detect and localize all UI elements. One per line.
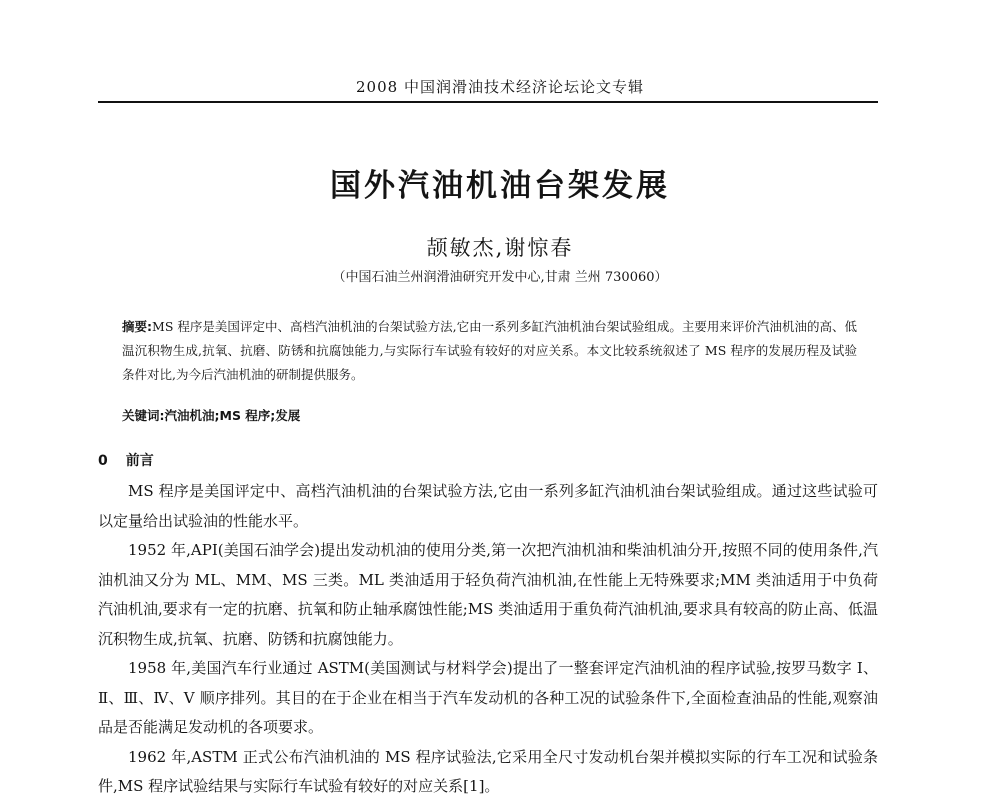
paragraph: 1958 年,美国汽车行业通过 ASTM(美国测试与材料学会)提出了一整套评定汽油机油的程序试验,按罗马数字 Ⅰ、Ⅱ、Ⅲ、Ⅳ、Ⅴ 顺序排列。其目的在于企业在相当于汽车发动机的各种工况的试验条件下,全面检查油品的性能,观察油品是否能满足发动机的各项要求。	[98, 659, 878, 736]
section-number: 0	[98, 453, 108, 469]
paragraph: MS 程序是美国评定中、高档汽油机油的台架试验方法,它由一系列多缸汽油机油台架试验组成。通过这些试验可以定量给出试验油的性能水平。	[98, 482, 878, 530]
paragraph: 1952 年,API(美国石油学会)提出发动机油的使用分类,第一次把汽油机油和柴油机油分开,按照不同的使用条件,汽油机油又分为 ML、MM、MS 三类。ML 类油适用于轻负荷汽油机油,在性能上无特殊要求;MM 类油适用于中负荷汽油机油,要求有一定的抗磨、抗氧和防止轴承腐蚀性能;MS 类油适用于重负荷汽油机油,要求具有较高的防止高、低温沉积物生成,抗氧、抗磨、防锈和抗腐蚀能力。	[98, 541, 878, 648]
abstract-text: MS 程序是美国评定中、高档汽油机油的台架试验方法,它由一系列多缸汽油机油台架试验组成。主要用来评价汽油机油的高、低温沉积物生成,抗氧、抗磨、防锈和抗腐蚀能力,与实际行车试验有较好的对应关系。本文比较系统叙述了 MS 程序的发展历程及试验条件对比,为今后汽油机油的研制提供服务。	[122, 319, 858, 382]
abstract-label: 摘要:	[122, 319, 153, 334]
keywords	[122, 406, 857, 424]
header-rule	[98, 101, 878, 103]
section-title: 前言	[125, 453, 154, 469]
keywords-text: 汽油机油;MS 程序;发展	[164, 408, 301, 423]
abstract	[122, 315, 857, 387]
section-heading	[98, 450, 154, 470]
paragraph: 1962 年,ASTM 正式公布汽油机油的 MS 程序试验法,它采用全尺寸发动机台架并模拟实际的行车工况和试验条件,MS 程序试验结果与实际行车试验有较好的对应关系[1]。	[98, 747, 878, 795]
running-header: 2008 中国润滑油技术经济论坛论文专辑	[356, 78, 644, 96]
body-text	[98, 477, 878, 802]
paper-title: 国外汽油机油台架发展	[330, 168, 670, 204]
affiliation: （中国石油兰州润滑油研究开发中心,甘肃 兰州 730060）	[332, 270, 668, 285]
authors: 颉敏杰,谢惊春	[426, 236, 574, 260]
keywords-label: 关键词:	[122, 408, 165, 423]
